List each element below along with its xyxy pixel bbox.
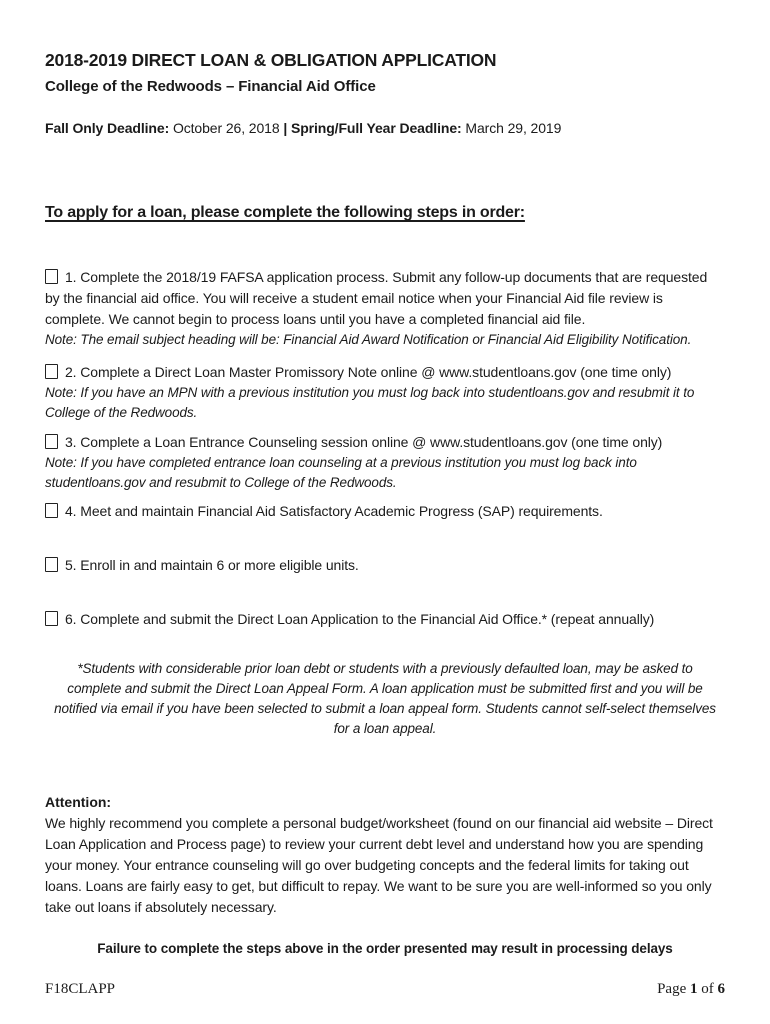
page-footer — [45, 979, 725, 999]
step-1-checkbox[interactable] — [45, 269, 58, 284]
step-5-text: 5. Enroll in and maintain 6 or more eligible units. — [65, 557, 359, 573]
step-4-checkbox[interactable] — [45, 503, 58, 518]
step-item-5 — [45, 555, 725, 576]
deadline-separator: | — [283, 120, 288, 136]
of-label: of — [701, 981, 714, 997]
step-2-note: Note: If you have an MPN with a previous institution you must log back into studentloans.gov and resubmit it to College of the Redwoods. — [45, 385, 695, 420]
step-6-checkbox[interactable] — [45, 611, 58, 626]
step-3-note: Note: If you have completed entrance loan counseling at a previous institution you must log back into studentloans.gov and resubmit to College of the Redwoods. — [45, 455, 637, 490]
page-subtitle: College of the Redwoods – Financial Aid Office — [45, 78, 376, 95]
warning-line: Failure to complete the steps above in the order presented may result in processing delays — [97, 941, 673, 956]
steps-list — [45, 267, 725, 630]
page-title: 2018-2019 DIRECT LOAN & OBLIGATION APPLICATION — [45, 50, 497, 70]
step-3-checkbox[interactable] — [45, 434, 58, 449]
page-total-value: 6 — [717, 981, 725, 997]
step-6-text: 6. Complete and submit the Direct Loan Application to the Financial Aid Office.* (repeat annually) — [65, 611, 655, 627]
step-5-line — [45, 555, 725, 576]
step-1-note: Note: The email subject heading will be: Financial Aid Award Notification or Financial Aid Eligibility Notification. — [45, 332, 692, 347]
step-2-checkbox[interactable] — [45, 364, 58, 379]
page-label: Page — [657, 981, 687, 997]
attention-section — [45, 792, 725, 918]
step-3-text: 3. Complete a Loan Entrance Counseling session online @ www.studentloans.gov (one time only) — [65, 434, 663, 450]
step-5-checkbox[interactable] — [45, 557, 58, 572]
attention-label: Attention: — [45, 794, 112, 810]
step-3-line — [45, 432, 725, 453]
step-1-text: 1. Complete the 2018/19 FAFSA application process. Submit any follow-up documents that are requested by the financial aid office. You will receive a student email notice when your Financial Aid file review is complete. We cannot begin to process loans until you have a completed financial aid file. — [45, 269, 708, 327]
step-2-text: 2. Complete a Direct Loan Master Promissory Note online @ www.studentloans.gov (one time only) — [65, 364, 672, 380]
step-6-line — [45, 609, 725, 630]
page-number — [657, 979, 725, 999]
page-number-value: 1 — [690, 981, 698, 997]
fall-deadline-label: Fall Only Deadline: — [45, 120, 170, 136]
step-item-2 — [45, 362, 725, 423]
deadline-line — [45, 118, 725, 139]
spring-deadline-value: March 29, 2019 — [465, 120, 562, 136]
step-4-text: 4. Meet and maintain Financial Aid Satisfactory Academic Progress (SAP) requirements. — [65, 503, 603, 519]
step-item-1 — [45, 267, 725, 350]
step-2-line — [45, 362, 725, 383]
form-code: F18CLAPP — [45, 981, 116, 997]
appeal-note: *Students with considerable prior loan debt or students with a previously defaulted loan, may be asked to complete and submit the Direct Loan Appeal Form. A loan application must be submitted first and you will be notified via email if you have been selected to submit a loan appeal form. Students cannot self-select themselves for a loan appeal. — [54, 661, 716, 736]
step-item-6 — [45, 609, 725, 630]
step-4-line — [45, 501, 725, 522]
spring-deadline-label: Spring/Full Year Deadline: — [290, 120, 462, 136]
step-item-3 — [45, 432, 725, 493]
fall-deadline-value: October 26, 2018 — [172, 120, 280, 136]
section-heading: To apply for a loan, please complete the following steps in order: — [45, 204, 525, 221]
step-item-4 — [45, 501, 725, 522]
step-1-line — [45, 267, 725, 330]
attention-body: We highly recommend you complete a personal budget/worksheet (found on our financial aid website – Direct Loan Application and Process page) to review your current debt level and understand how you are spending your money. Your entrance counseling will go over budgeting concepts and the federal limits for taking out loans. Loans are fairly easy to get, but difficult to repay. We want to be sure you are well-informed so you only take out loans if absolutely necessary. — [45, 815, 713, 915]
